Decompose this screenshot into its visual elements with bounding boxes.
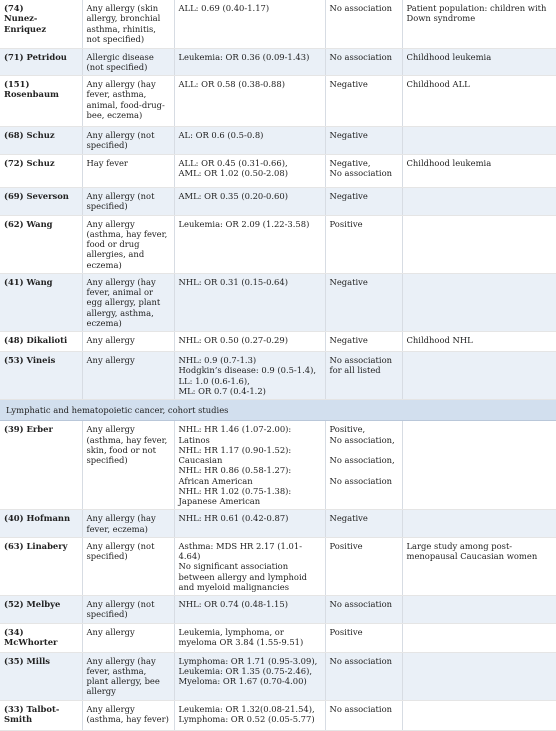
study-name: (72) Schuz xyxy=(0,155,82,188)
allergy-exposure: Any allergy (asthma, hay fever) xyxy=(82,700,174,730)
risk-estimate: Asthma: MDS HR 2.17 (1.01-4.64) No significant association between allergy and lymphoid and myeloid malignancies xyxy=(174,537,325,595)
study-notes xyxy=(402,127,556,155)
section-title: Lymphatic and hematopoietic cancer, cohort studies xyxy=(0,400,556,421)
risk-estimate: AML: OR 0.35 (0.20-0.60) xyxy=(174,188,325,216)
allergy-exposure: Allergic disease (not specified) xyxy=(82,48,174,76)
association-direction: No association xyxy=(325,596,402,624)
study-name: (74) Nunez-Enriquez xyxy=(0,0,82,48)
association-direction: Negative xyxy=(325,273,402,331)
risk-estimate: NHL: HR 1.46 (1.07-2.00): Latinos NHL: HR 1.17 (0.90-1.52): Caucasian NHL: HR 0.86 (0.58-1.27): African American NHL: HR 1.02 (0.75-1.38): Japanese American xyxy=(174,421,325,510)
study-notes xyxy=(402,273,556,331)
association-direction: No association for all listed xyxy=(325,352,402,400)
study-notes xyxy=(402,510,556,538)
allergy-exposure: Any allergy (asthma, hay fever, skin, food or not specified) xyxy=(82,421,174,510)
association-direction: No association xyxy=(325,48,402,76)
allergy-exposure: Any allergy xyxy=(82,332,174,352)
section-header-row xyxy=(0,400,556,421)
study-name: (39) Erber xyxy=(0,421,82,510)
study-name: (53) Vineis xyxy=(0,352,82,400)
study-notes: Patient population: children with Down syndrome xyxy=(402,0,556,48)
allergy-exposure: Any allergy xyxy=(82,352,174,400)
association-direction: No association xyxy=(325,0,402,48)
risk-estimate: Lymphoma: OR 1.71 (0.95-3.09), Leukemia: OR 1.35 (0.75-2.46), Myeloma: OR 1.67 (0.70-4.00) xyxy=(174,652,325,700)
table-row xyxy=(0,48,556,76)
table-row xyxy=(0,0,556,48)
risk-estimate: Leukemia: OR 0.36 (0.09-1.43) xyxy=(174,48,325,76)
table-row xyxy=(0,352,556,400)
association-direction: Negative xyxy=(325,510,402,538)
allergy-exposure: Any allergy (not specified) xyxy=(82,188,174,216)
association-direction: Positive xyxy=(325,215,402,273)
allergy-exposure: Any allergy (hay fever, asthma, animal, food-drug-bee, eczema) xyxy=(82,76,174,127)
risk-estimate: ALL: 0.69 (0.40-1.17) xyxy=(174,0,325,48)
association-direction: Positive xyxy=(325,623,402,652)
study-name: (35) Mills xyxy=(0,652,82,700)
risk-estimate: NHL: 0.9 (0.7-1.3) Hodgkin’s disease: 0.9 (0.5-1.4), LL: 1.0 (0.6-1.6), ML: OR 0.7 (0.4-1.2) xyxy=(174,352,325,400)
study-name: (69) Severson xyxy=(0,188,82,216)
risk-estimate: Leukemia: OR 1.32(0.08-21.54), Lymphoma: OR 0.52 (0.05-5.77) xyxy=(174,700,325,730)
allergy-exposure: Any allergy (hay fever, animal or egg allergy, plant allergy, asthma, eczema) xyxy=(82,273,174,331)
table-row xyxy=(0,537,556,595)
study-notes xyxy=(402,352,556,400)
risk-estimate: ALL: OR 0.45 (0.31-0.66), AML: OR 1.02 (0.50-2.08) xyxy=(174,155,325,188)
study-name: (48) Dikalioti xyxy=(0,332,82,352)
table-row xyxy=(0,652,556,700)
table-row xyxy=(0,215,556,273)
study-name: (68) Schuz xyxy=(0,127,82,155)
allergy-exposure: Any allergy (not specified) xyxy=(82,127,174,155)
study-name: (62) Wang xyxy=(0,215,82,273)
study-name: (63) Linabery xyxy=(0,537,82,595)
risk-estimate: NHL: OR 0.31 (0.15-0.64) xyxy=(174,273,325,331)
study-notes xyxy=(402,215,556,273)
association-direction: Positive xyxy=(325,537,402,595)
allergy-exposure: Any allergy (not specified) xyxy=(82,596,174,624)
risk-estimate: ALL: OR 0.58 (0.38-0.88) xyxy=(174,76,325,127)
study-name: (40) Hofmann xyxy=(0,510,82,538)
study-name: (52) Melbye xyxy=(0,596,82,624)
cohort-rows xyxy=(0,421,556,730)
cohort-section xyxy=(0,400,556,421)
study-notes: Childhood ALL xyxy=(402,76,556,127)
study-name: (41) Wang xyxy=(0,273,82,331)
association-direction: Negative, No association xyxy=(325,155,402,188)
association-direction: Negative xyxy=(325,76,402,127)
table-row xyxy=(0,332,556,352)
table-row xyxy=(0,188,556,216)
allergy-exposure: Any allergy (asthma, hay fever, food or drug allergies, and eczema) xyxy=(82,215,174,273)
allergy-exposure: Any allergy (hay fever, eczema) xyxy=(82,510,174,538)
study-notes xyxy=(402,652,556,700)
risk-estimate: Leukemia: OR 2.09 (1.22-3.58) xyxy=(174,215,325,273)
table-row xyxy=(0,155,556,188)
study-notes xyxy=(402,700,556,730)
table-row xyxy=(0,623,556,652)
allergy-exposure: Any allergy (skin allergy, bronchial asthma, rhinitis, not specified) xyxy=(82,0,174,48)
allergy-exposure: Any allergy xyxy=(82,623,174,652)
risk-estimate: NHL: OR 0.74 (0.48-1.15) xyxy=(174,596,325,624)
association-direction: Positive, No association, No association, No association xyxy=(325,421,402,510)
association-direction: Negative xyxy=(325,188,402,216)
allergy-exposure: Hay fever xyxy=(82,155,174,188)
risk-estimate: Leukemia, lymphoma, or myeloma OR 3.84 (1.55-9.51) xyxy=(174,623,325,652)
study-notes xyxy=(402,596,556,624)
study-notes: Childhood leukemia xyxy=(402,155,556,188)
risk-estimate: NHL: OR 0.50 (0.27-0.29) xyxy=(174,332,325,352)
association-direction: No association xyxy=(325,652,402,700)
table-row xyxy=(0,127,556,155)
study-notes xyxy=(402,623,556,652)
risk-estimate: NHL: HR 0.61 (0.42-0.87) xyxy=(174,510,325,538)
study-name: (34) McWhorter xyxy=(0,623,82,652)
table-row xyxy=(0,596,556,624)
table-row xyxy=(0,76,556,127)
allergy-exposure: Any allergy (not specified) xyxy=(82,537,174,595)
study-notes: Childhood NHL xyxy=(402,332,556,352)
table-row xyxy=(0,273,556,331)
table-row xyxy=(0,700,556,730)
allergy-exposure: Any allergy (hay fever, asthma, plant allergy, bee allergy xyxy=(82,652,174,700)
study-notes: Large study among post-menopausal Caucasian women xyxy=(402,537,556,595)
study-name: (71) Petridou xyxy=(0,48,82,76)
study-name: (33) Talbot-Smith xyxy=(0,700,82,730)
association-direction: Negative xyxy=(325,332,402,352)
association-direction: No association xyxy=(325,700,402,730)
risk-estimate: AL: OR 0.6 (0.5-0.8) xyxy=(174,127,325,155)
association-direction: Negative xyxy=(325,127,402,155)
table-row xyxy=(0,510,556,538)
study-notes xyxy=(402,421,556,510)
study-notes: Childhood leukemia xyxy=(402,48,556,76)
table-row xyxy=(0,421,556,510)
study-name: (151) Rosenbaum xyxy=(0,76,82,127)
study-notes xyxy=(402,188,556,216)
